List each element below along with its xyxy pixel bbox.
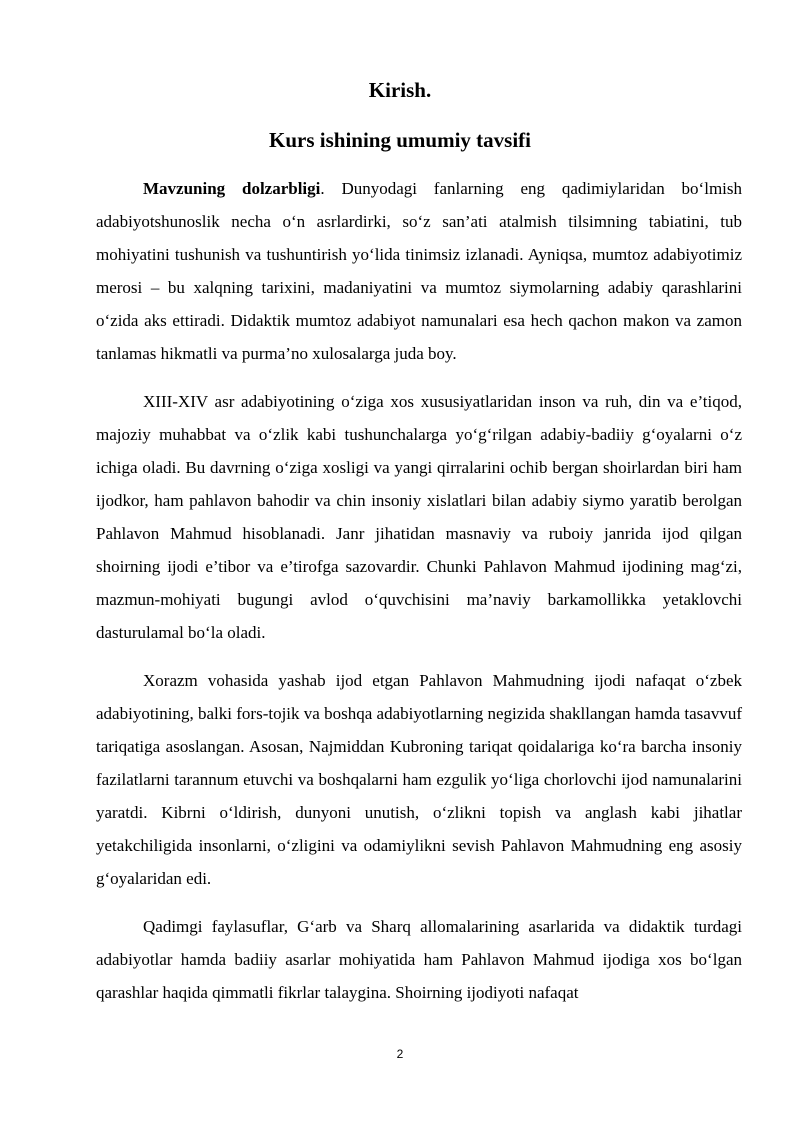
paragraph-text: XIII-XIV asr adabiyotining o‘ziga xos xususiyatlaridan inson va ruh, din va e’tiqod, majoziy muhabbat va o‘zlik kabi tushunchalarga yo‘g‘rilgan adabiy-badiiy g‘oyalarni o‘z ichiga oladi. Bu davrning o‘ziga xosligi va yangi qirralarini ochib bergan shoirlardan biri ham ijodkor, ham pahlavon bahodir va chin insoniy xislatlari bilan adabiy siymo yaratib berolgan Pahlavon Mahmud hisoblanadi. Janr jihatidan masnaviy va ruboiy janrida ijod qilgan shoirning ijodi e’tibor va e’tirofga sazovardir. Chunki Pahlavon Mahmud ijodining mag‘zi, mazmun-mohiyati bugungi avlod o‘quvchisini ma’naviy barkamollikka yetaklovchi dasturulamal bo‘la oladi. [96,392,742,642]
paragraph-text: . Dunyodagi fanlarning eng qadimiylaridan bo‘lmish adabiyotshunoslik necha o‘n asrlardirki, so‘z san’ati atalmish tilsimning tabiatini, tub mohiyatini tushunish va tushuntirish yo‘lida tinimsiz izlanadi. Ayniqsa, mumtoz adabiyotimiz merosi – bu xalqning tarixini, madaniyatini va mumtoz siymolarning adabiy qarashlarini o‘zida aks ettiradi. Didaktik mumtoz adabiyot namunalari esa hech qachon makon va zamon tanlamas hikmatli va purma’no xulosalarga juda boy. [96,179,742,363]
paragraph [96,385,742,649]
section-subtitle: Kurs ishining umumiy tavsifi [269,128,531,152]
paragraph [96,172,742,370]
paragraph [96,910,742,1009]
page-number: 2 [396,1047,404,1061]
paragraph-text: Qadimgi faylasuflar, G‘arb va Sharq allomalarining asarlarida va didaktik turdagi adabiyotlar hamda badiiy asarlar mohiyatida ham Pahlavon Mahmud ijodiga xos bo‘lgan qarashlar haqida qimmatli fikrlar talaygina. Shoirning ijodiyoti nafaqat [96,917,742,1002]
page-title: Kirish. [368,78,432,102]
paragraph-lead: Mavzuning dolzarbligi [143,179,321,198]
document-body [96,172,742,1024]
paragraph [96,664,742,895]
paragraph-text: Xorazm vohasida yashab ijod etgan Pahlavon Mahmudning ijodi nafaqat o‘zbek adabiyotining, balki fors-tojik va boshqa adabiyotlarning negizida shakllangan hamda tasavvuf tariqatiga asoslangan. Asosan, Najmiddan Kubroning tariqat qoidalariga ko‘ra barcha insoniy fazilatlarni tarannum etuvchi va boshqalarni ham ezgulik yo‘liga chorlovchi ijod namunalarini yaratdi. Kibrni o‘ldirish, dunyoni unutish, o‘zlikni topish va anglash kabi jihatlar yetakchiligida insonlarni, o‘zligini va odamiylikni sevish Pahlavon Mahmudning eng asosiy g‘oyalaridan edi. [96,671,742,888]
